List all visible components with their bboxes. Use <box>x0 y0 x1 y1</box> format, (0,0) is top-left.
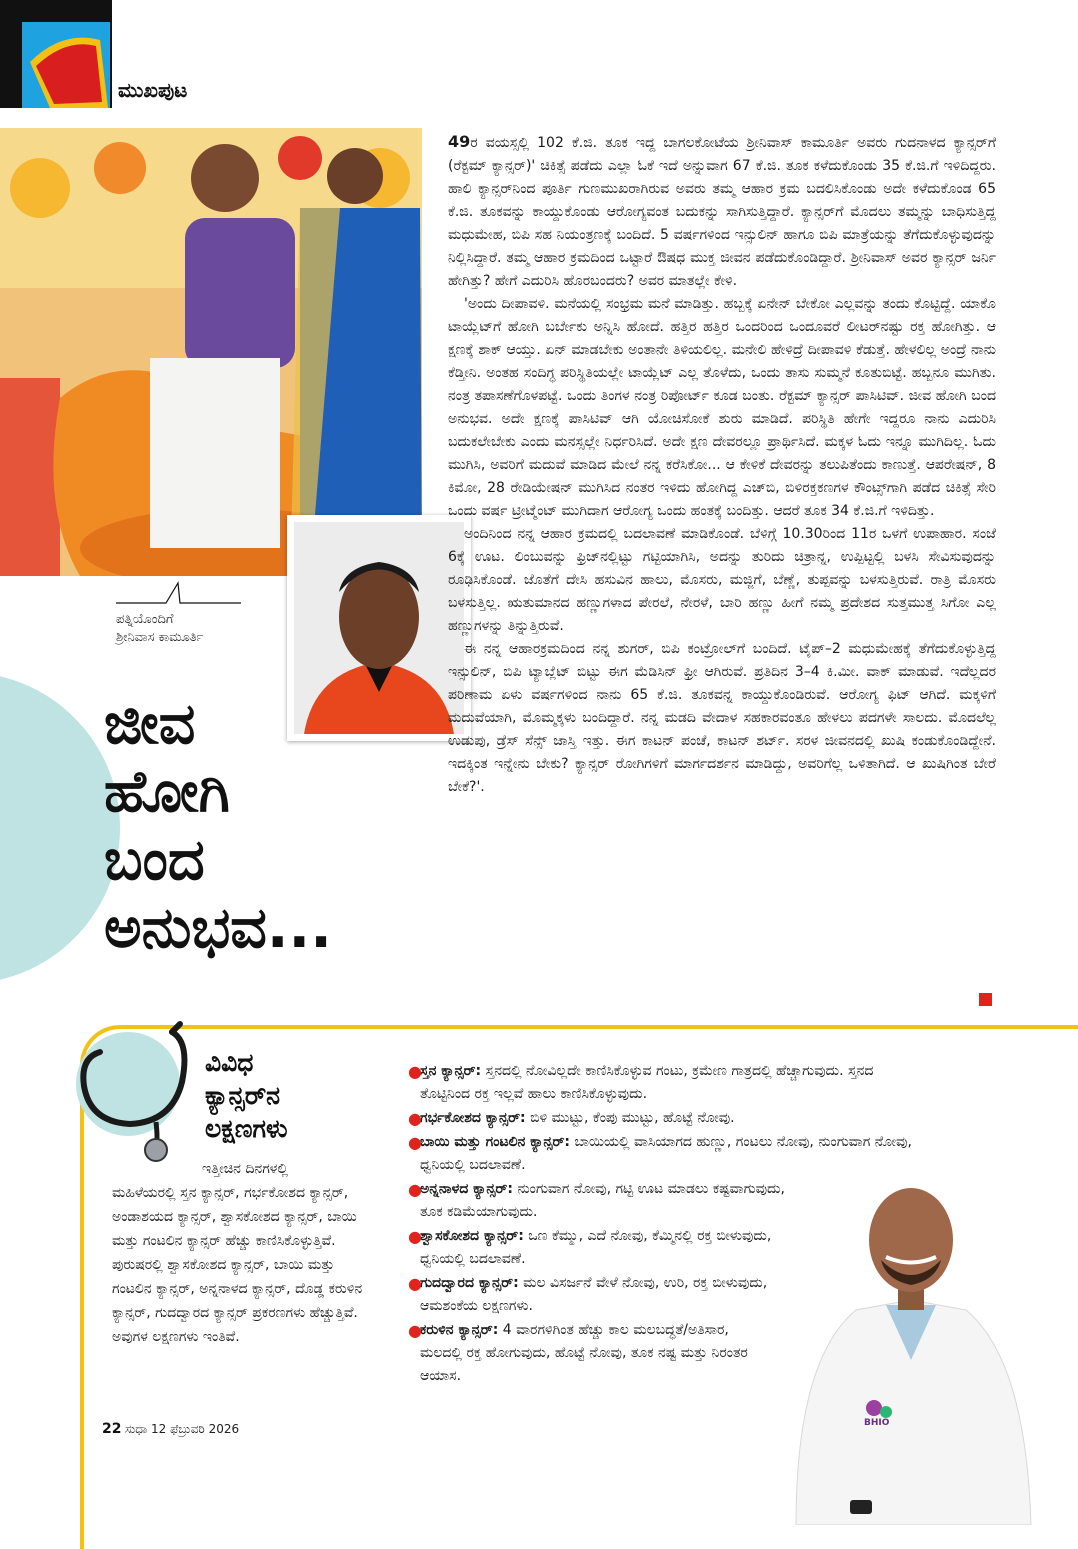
symptom-text: ಒಣ ಕೆಮ್ಮು, ಎದೆ ನೋವು, ಕೆಮ್ಮಿನಲ್ಲಿ ರಕ್ತ ಬೀಳುವುದು, ಧ್ವನಿಯಲ್ಲಿ ಬದಲಾವಣೆ. <box>420 1228 772 1267</box>
couple-photo <box>0 128 422 576</box>
bullet-icon: ● <box>408 1227 422 1246</box>
headline-line-2: ಹೋಗಿ <box>104 759 230 825</box>
box-title-line-1: ವಿವಿಧ <box>205 1048 254 1077</box>
article-paragraph-1 <box>448 130 996 293</box>
symptom-term: ಶ್ವಾಸಕೋಶದ ಕ್ಯಾನ್ಸರ್: <box>420 1228 524 1244</box>
symptom-text: ಬಿಳಿ ಮುಟ್ಟು, ಕೆಂಪು ಮುಟ್ಟು, ಹೊಟ್ಟೆ ನೋವು. <box>525 1110 735 1126</box>
symptom-term: ಕರುಳಿನ ಕ್ಯಾನ್ಸರ್: <box>420 1322 499 1338</box>
headline-line-4: ಅನುಭವ... <box>104 895 332 961</box>
article-paragraph-2: 'ಅಂದು ದೀಪಾವಳಿ. ಮನೆಯಲ್ಲಿ ಸಂಭ್ರಮ ಮನೆ ಮಾಡಿತ್ತು. ಹಬ್ಬಕ್ಕೆ ಏನೇನ್ ಬೇಕೋ ಎಲ್ಲವನ್ನು ತಂದು ಕೊಟ್ಟಿದ್ದೆ. ಯಾಕೊ ಟಾಯ್ಲೆಟ್‌ಗೆ ಹೋಗಿ ಬರ್ಬೇಕು ಅನ್ನಿಸಿ ಹೋದೆ. ಹತ್ತಿರ ಹತ್ತಿರ ಒಂದರಿಂದ ಒಂದೂವರೆ ಲೀಟರ್‌ನಷ್ಟು ರಕ್ತ ಹೋಗಿತ್ತು. ಆ ಕ್ಷಣಕ್ಕೆ ಶಾಕ್ ಆಯ್ತು. ಏನ್ ಮಾಡಬೇಕು ಅಂತಾನೇ ತಿಳಿಯಲಿಲ್ಲ. ಮನೇಲಿ ಹೇಳಿದ್ರೆ ದೀಪಾವಳಿ ಕೆಡುತ್ತೆ. ಹೇಳಲಿಲ್ಲ ಅಂದ್ರೆ ನಾನು ಕೆಡ್ತೀನಿ. ಅಂತಹ ಸಂದಿಗ್ಧ ಪರಿಸ್ಥಿತಿಯಲ್ಲೇ ಟಾಯ್ಲೆಟ್ ಎಲ್ಲ ತೊಳೆದು, ಒಂದು ತಾಸು ಸುಮ್ಮನೆ ಕೂತುಬಿಟ್ಟೆ. ಹಬ್ಬನೂ ಮುಗಿತು. ನಂತ್ರ ತಪಾಸಣೆಗೊಳಪಟ್ಟೆ. ಒಂದು ತಿಂಗಳ ನಂತ್ರ ರಿಪೋರ್ಟ್ ಕೂಡ ಬಂತು. ರೆಕ್ಟಮ್ ಕ್ಯಾನ್ಸರ್ ಪಾಸಿಟಿವ್. ಜೀವ ಹೋಗಿ ಬಂದ ಅನುಭವ. ಅದೇ ಕ್ಷಣಕ್ಕೆ ಪಾಸಿಟಿವ್ ಆಗಿ ಯೋಚಿಸೋಕೆ ಶುರು ಮಾಡಿದೆ. ಪರಿಸ್ಥಿತಿ ಹೇಗೇ ಇದ್ದರೂ ನಾನು ಎದುರಿಸಿ ಬದುಕಲೇಬೇಕು ಎಂದು ಮನಸ್ಸಲ್ಲೇ ನಿರ್ಧರಿಸಿದೆ. ಅದೇ ಕ್ಷಣ ದೇವರಲ್ಲೂ ಪ್ರಾರ್ಥಿಸಿದೆ. ಮಕ್ಕಳ ಓದು ಇನ್ನೂ ಮುಗಿದಿಲ್ಲ. ಓದು ಮುಗಿಸಿ, ಅವರಿಗೆ ಮದುವೆ ಮಾಡಿದ ಮೇಲೆ ನನ್ನ ಕರೆಸಿಕೋ... ಆ ಕೇಳಿಕೆ ದೇವರನ್ನು ತಲುಪಿತೆಂದು ಕಾಣುತ್ತೆ. ಆಪರೇಷನ್, 8 ಕಿಮೋ, 28 ರೇಡಿಯೇಷನ್ ಮುಗಿಸಿದ ನಂತರ ಇಳಿದು ಹೋಗಿದ್ದ ಎಚ್‌ಬಿ, ಬಿಳಿರಕ್ತಕಣಗಳ ಕೌಂಟ್ಸ್‌ಗಾಗಿ ಪಡೆದ ಚಿಕಿತ್ಸೆ ಸೇರಿ ಒಂದು ವರ್ಷ ಟ್ರೀಟ್ಮೆಂಟ್ ಮುಗಿದಾಗ ಆರೋಗ್ಯ ಒಂದು ಹಂತಕ್ಕೆ ಬಂದಿತ್ತು. ಆದರೆ ತೂಕ 34 ಕೆ.ಜಿ.ಗೆ ಇಳಿದಿತ್ತು. <box>448 296 996 519</box>
bullet-icon: ● <box>408 1109 422 1128</box>
box-intro-text: ಮಹಿಳೆಯರಲ್ಲಿ ಸ್ತನ ಕ್ಯಾನ್ಸರ್, ಗರ್ಭಕೋಶದ ಕ್ಯಾನ್ಸರ್, ಅಂಡಾಶಯದ ಕ್ಯಾನ್ಸರ್, ಶ್ವಾಸಕೋಶದ ಕ್ಯಾನ್ಸರ್, ಬಾಯಿ ಮತ್ತು ಗಂಟಲಿನ ಕ್ಯಾನ್ಸರ್ ಹೆಚ್ಚು ಕಾಣಿಸಿಕೊಳ್ಳುತ್ತಿವೆ. ಪುರುಷರಲ್ಲಿ ಶ್ವಾಸಕೋಶದ ಕ್ಯಾನ್ಸರ್, ಬಾಯಿ ಮತ್ತು ಗಂಟಲಿನ ಕ್ಯಾನ್ಸರ್, ಅನ್ನನಾಳದ ಕ್ಯಾನ್ಸರ್, ದೊಡ್ಡ ಕರುಳಿನ ಕ್ಯಾನ್ಸರ್, ಗುದದ್ವಾರದ ಕ್ಯಾನ್ಸರ್ ಪ್ರಕರಣಗಳು ಹೆಚ್ಚುತ್ತಿವೆ. ಅವುಗಳ ಲಕ್ಷಣಗಳು ಇಂತಿವೆ. <box>112 1185 363 1345</box>
paragraph-1-text: ರ ವಯಸ್ಸಲ್ಲಿ 102 ಕೆ.ಜಿ. ತೂಕ ಇದ್ದ ಬಾಗಲಕೋಟೆಯ ಶ್ರೀನಿವಾಸ್ ಕಾಮೂರ್ತಿ ಅವರು ಗುದನಾಳದ ಕ್ಯಾನ್ಸರ್‌ಗೆ (ರೆಕ್ಟಮ್ ಕ್ಯಾನ್ಸರ್)' ಚಿಕಿತ್ಸೆ ಪಡೆದು ಎಲ್ಲಾ ಓಕೆ ಇದೆ ಅನ್ನುವಾಗ 67 ಕೆ.ಜಿ. ತೂಕ ಕಳೆದುಕೊಂಡು 35 ಕೆ.ಜಿ.ಗೆ ಇಳಿದಿದ್ದರು. ಹಾಲಿ ಕ್ಯಾನ್ಸರ್‌ನಿಂದ ಪೂರ್ತಿ ಗುಣಮುಖರಾಗಿರುವ ಅವರು ತಮ್ಮ ಆಹಾರ ಕ್ರಮ ಬದಲಿಸಿಕೊಂಡು ಅದೇ ಕಳೆದುಕೊಂಡ 65 ಕೆ.ಜಿ. ತೂಕವನ್ನು ಕಾಯ್ದುಕೊಂಡು ಆರೋಗ್ಯವಂತ ಬದುಕನ್ನು ಸಾಗಿಸುತ್ತಿದ್ದಾರೆ. ಕ್ಯಾನ್ಸರ್‌ಗೆ ಮೊದಲು ತಮ್ಮನ್ನು ಬಾಧಿಸುತ್ತಿದ್ದ ಮಧುಮೇಹ, ಬಿಪಿ ಸಹ ನಿಯಂತ್ರಣಕ್ಕೆ ಬಂದಿದೆ. 5 ವರ್ಷಗಳಿಂದ ಇನ್ಸುಲಿನ್ ಹಾಗೂ ಬಿಪಿ ಮಾತ್ರೆಯನ್ನು ತೆಗೆದುಕೊಳ್ಳುವುದನ್ನು ನಿಲ್ಲಿಸಿದ್ದಾರೆ. ತಮ್ಮ ಆಹಾರ ಕ್ರಮದಿಂದ ಒಟ್ಟಾರೆ ಔಷಧ ಮುಕ್ತ ಜೀವನ ಪಡೆದುಕೊಂಡಿದ್ದಾರೆ. ಶ್ರೀನಿವಾಸ್ ಅವರ ಕ್ಯಾನ್ಸರ್ ಜರ್ನಿ ಹೇಗಿತ್ತು? ಹೇಗೆ ಎದುರಿಸಿ ಹೊರಬಂದರು? ಅವರ ಮಾತಲ್ಲೇ ಕೇಳಿ. <box>448 135 996 289</box>
lead-number: 49 <box>448 132 471 151</box>
bullet-icon: ● <box>408 1062 422 1081</box>
bullet-icon: ● <box>408 1274 422 1293</box>
page-number: 22 <box>102 1421 122 1437</box>
symptom-term: ಅನ್ನನಾಳದ ಕ್ಯಾನ್ಸರ್: <box>420 1181 513 1197</box>
bullet-icon: ● <box>408 1180 422 1199</box>
footer-issue-text: ಸುಧಾ 12 ಫೆಬ್ರುವರಿ 2026 <box>125 1422 240 1436</box>
list-item <box>408 1107 914 1130</box>
box-intro-first-line: ಇತ್ತೀಚಿನ ದಿನಗಳಲ್ಲಿ <box>202 1161 288 1177</box>
bullet-icon: ● <box>408 1321 422 1340</box>
caption-line-2: ಶ್ರೀನಿವಾಸ ಕಾಮೂರ್ತಿ <box>116 630 204 645</box>
symptom-text: ಮಲ ವಿಸರ್ಜನೆ ವೇಳೆ ನೋವು, ಉರಿ, ರಕ್ತ ಬೀಳುವುದು, ಆಮಶಂಕೆಯ ಲಕ್ಷಣಗಳು. <box>420 1275 768 1314</box>
article-paragraph-3: ಅಂದಿನಿಂದ ನನ್ನ ಆಹಾರ ಕ್ರಮದಲ್ಲಿ ಬದಲಾವಣೆ ಮಾಡಿಕೊಂಡೆ. ಬೆಳಿಗ್ಗೆ 10.30ರಿಂದ 11ರ ಒಳಗೆ ಉಪಾಹಾರ. ಸಂಜೆ 6ಕ್ಕೆ ಊಟ. ಲಿಂಬುವನ್ನು ಫ್ರಿಜ್‌ನಲ್ಲಿಟ್ಟು ಗಟ್ಟಿಯಾಗಿಸಿ, ಅದನ್ನು ತುರಿದು ಚಿತ್ರಾನ್ನ, ಉಪ್ಪಿಟ್ಟಲ್ಲಿ ಬಳಸಿ ಸೇವಿಸುವುದನ್ನು ರೂಢಿಸಿಕೊಂಡೆ. ಜೊತೆಗೆ ದೇಸಿ ಹಸುವಿನ ಹಾಲು, ಮೊಸರು, ಮಜ್ಜಿಗೆ, ಬೆಣ್ಣೆ, ತುಪ್ಪವನ್ನು ಬಳಸುತ್ತಿರುವೆ. ರಾತ್ರಿ ಮೊಸರು ಬಳಸುತ್ತಿಲ್ಲ. ಋತುಮಾನದ ಹಣ್ಣುಗಳಾದ ಪೇರಲೆ, ನೇರಳೆ, ಬಾರಿ ಹಣ್ಣು ಹೀಗೆ ನಮ್ಮ ಪ್ರದೇಶದ ಸುತ್ತಮುತ್ತ ಸಿಗೋ ಎಲ್ಲ ಹಣ್ಣುಗಳನ್ನು ತಿನ್ನುತ್ತಿರುವೆ. <box>448 526 996 634</box>
box-intro <box>112 1157 374 1349</box>
box-title-line-3: ಲಕ್ಷಣಗಳು <box>205 1114 288 1143</box>
article-body <box>448 130 996 799</box>
list-item <box>408 1060 914 1106</box>
symptom-term: ಗುದದ್ವಾರದ ಕ್ಯಾನ್ಸರ್: <box>420 1275 519 1291</box>
doctor-photo <box>786 1160 1036 1525</box>
box-title-line-2: ಕ್ಯಾನ್ಸರ್‌ನ <box>205 1081 281 1110</box>
symptom-text: ಸ್ತನದಲ್ಲಿ ನೋವಿಲ್ಲದೇ ಕಾಣಿಸಿಕೊಳ್ಳುವ ಗಂಟು, ಕ್ರಮೇಣ ಗಾತ್ರದಲ್ಲಿ ಹೆಚ್ಚಾಗುವುದು. ಸ್ತನದ ತೊಟ್ಟಿನಿಂದ ರಕ್ತ ಇಲ್ಲವೆ ಹಾಲು ಕಾಣಿಸಿಕೊಳ್ಳುವುದು. <box>420 1063 874 1102</box>
symptom-term: ಸ್ತನ ಕ್ಯಾನ್ಸರ್: <box>420 1063 482 1079</box>
end-mark <box>979 993 992 1006</box>
caption-line-1: ಪತ್ನಿಯೊಂದಿಗೆ <box>116 612 174 627</box>
headline-line-3: ಬಂದ <box>104 827 205 893</box>
doctor-badge: BHIO <box>864 1418 890 1428</box>
box-title <box>205 1046 385 1145</box>
symptom-text: ನುಂಗುವಾಗ ನೋವು, ಗಟ್ಟಿ ಊಟ ಮಾಡಲು ಕಷ್ಟವಾಗುವುದು, ತೂಕ ಕಡಿಮೆಯಾಗುವುದು. <box>420 1181 785 1220</box>
caption-pointer <box>116 578 276 608</box>
headline <box>104 690 434 962</box>
symptom-term: ಗರ್ಭಕೋಶದ ಕ್ಯಾನ್ಸರ್: <box>420 1110 526 1126</box>
section-label: ಮುಖಪುಟ <box>118 78 188 102</box>
stethoscope-icon <box>60 1012 210 1162</box>
magazine-logo <box>22 22 110 108</box>
headline-line-1: ಜೀವ <box>104 691 196 757</box>
bullet-icon: ● <box>408 1133 422 1152</box>
symptom-text: 4 ವಾರಗಳಿಗಿಂತ ಹೆಚ್ಚು ಕಾಲ ಮಲಬದ್ಧತೆ/ಅತಿಸಾರ, ಮಲದಲ್ಲಿ ರಕ್ತ ಹೋಗುವುದು, ಹೊಟ್ಟೆ ನೋವು, ತೂಕ ನಷ್ಟ ಮತ್ತು ನಿರಂತರ ಆಯಾಸ. <box>420 1322 748 1384</box>
photo-caption <box>116 611 276 647</box>
symptom-term: ಬಾಯಿ ಮತ್ತು ಗಂಟಲಿನ ಕ್ಯಾನ್ಸರ್: <box>420 1134 571 1150</box>
symptom-text: ಬಾಯಿಯಲ್ಲಿ ವಾಸಿಯಾಗದ ಹುಣ್ಣು, ಗಂಟಲು ನೋವು, ನುಂಗುವಾಗ ನೋವು, ಧ್ವನಿಯಲ್ಲಿ ಬದಲಾವಣೆ. <box>420 1134 912 1173</box>
article-paragraph-4: ಈ ನನ್ನ ಆಹಾರಕ್ರಮದಿಂದ ನನ್ನ ಶುಗರ್, ಬಿಪಿ ಕಂಟ್ರೋಲ್‌ಗೆ ಬಂದಿದೆ. ಟೈಪ್–2 ಮಧುಮೇಹಕ್ಕೆ ತೆಗೆದುಕೊಳ್ಳುತ್ತಿದ್ದ ಇನ್ಸುಲಿನ್, ಬಿಪಿ ಟ್ಯಾಬ್ಲೆಟ್ ಬಿಟ್ಟು ಈಗ ಮೆಡಿಸಿನ್ ಫ್ರೀ ಆಗಿರುವೆ. ಪ್ರತಿದಿನ 3–4 ಕಿ.ಮೀ. ವಾಕ್ ಮಾಡುವೆ. ಇದೆಲ್ಲದರ ಪರಿಣಾಮ ಏಳು ವರ್ಷಗಳಿಂದ ನಾನು 65 ಕೆ.ಜಿ. ತೂಕವನ್ನ ಕಾಯ್ದುಕೊಂಡಿರುವೆ. ಆರೋಗ್ಯ ಫಿಟ್ ಆಗಿದೆ. ಮಕ್ಕಳಿಗೆ ಮದುವೆಯಾಗಿ, ಮೊಮ್ಮಕ್ಕಳು ಬಂದಿದ್ದಾರೆ. ನನ್ನ ಮಡದಿ ವೇದಾಳ ಸಹಕಾರವಂತೂ ಹೇಳಲು ಪದಗಳೇ ಸಾಲದು. ಮೊದಲೆಲ್ಲ ಉಡುಪು, ಡ್ರೆಸ್ ಸೆನ್ಸ್ ಜಾಸ್ತಿ ಇತ್ತು. ಈಗ ಕಾಟನ್ ಪಂಚೆ, ಕಾಟನ್ ಶರ್ಟ್. ಸರಳ ಜೀವನದಲ್ಲಿ ಖುಷಿ ಕಂಡುಕೊಂಡಿದ್ದೇನೆ. ಇದಕ್ಕಿಂತ ಇನ್ನೇನು ಬೇಕು? ಕ್ಯಾನ್ಸರ್ ರೋಗಿಗಳಿಗೆ ಮಾರ್ಗದರ್ಶನ ಮಾಡಿದ್ದು, ಅವರಿಗೆಲ್ಲ ಒಳಿತಾಗಿದೆ. ಆ ಖುಷಿಗಿಂತ ಬೇರೆ ಬೇಕೆ?'. <box>448 641 996 795</box>
teal-decoration <box>0 672 120 984</box>
